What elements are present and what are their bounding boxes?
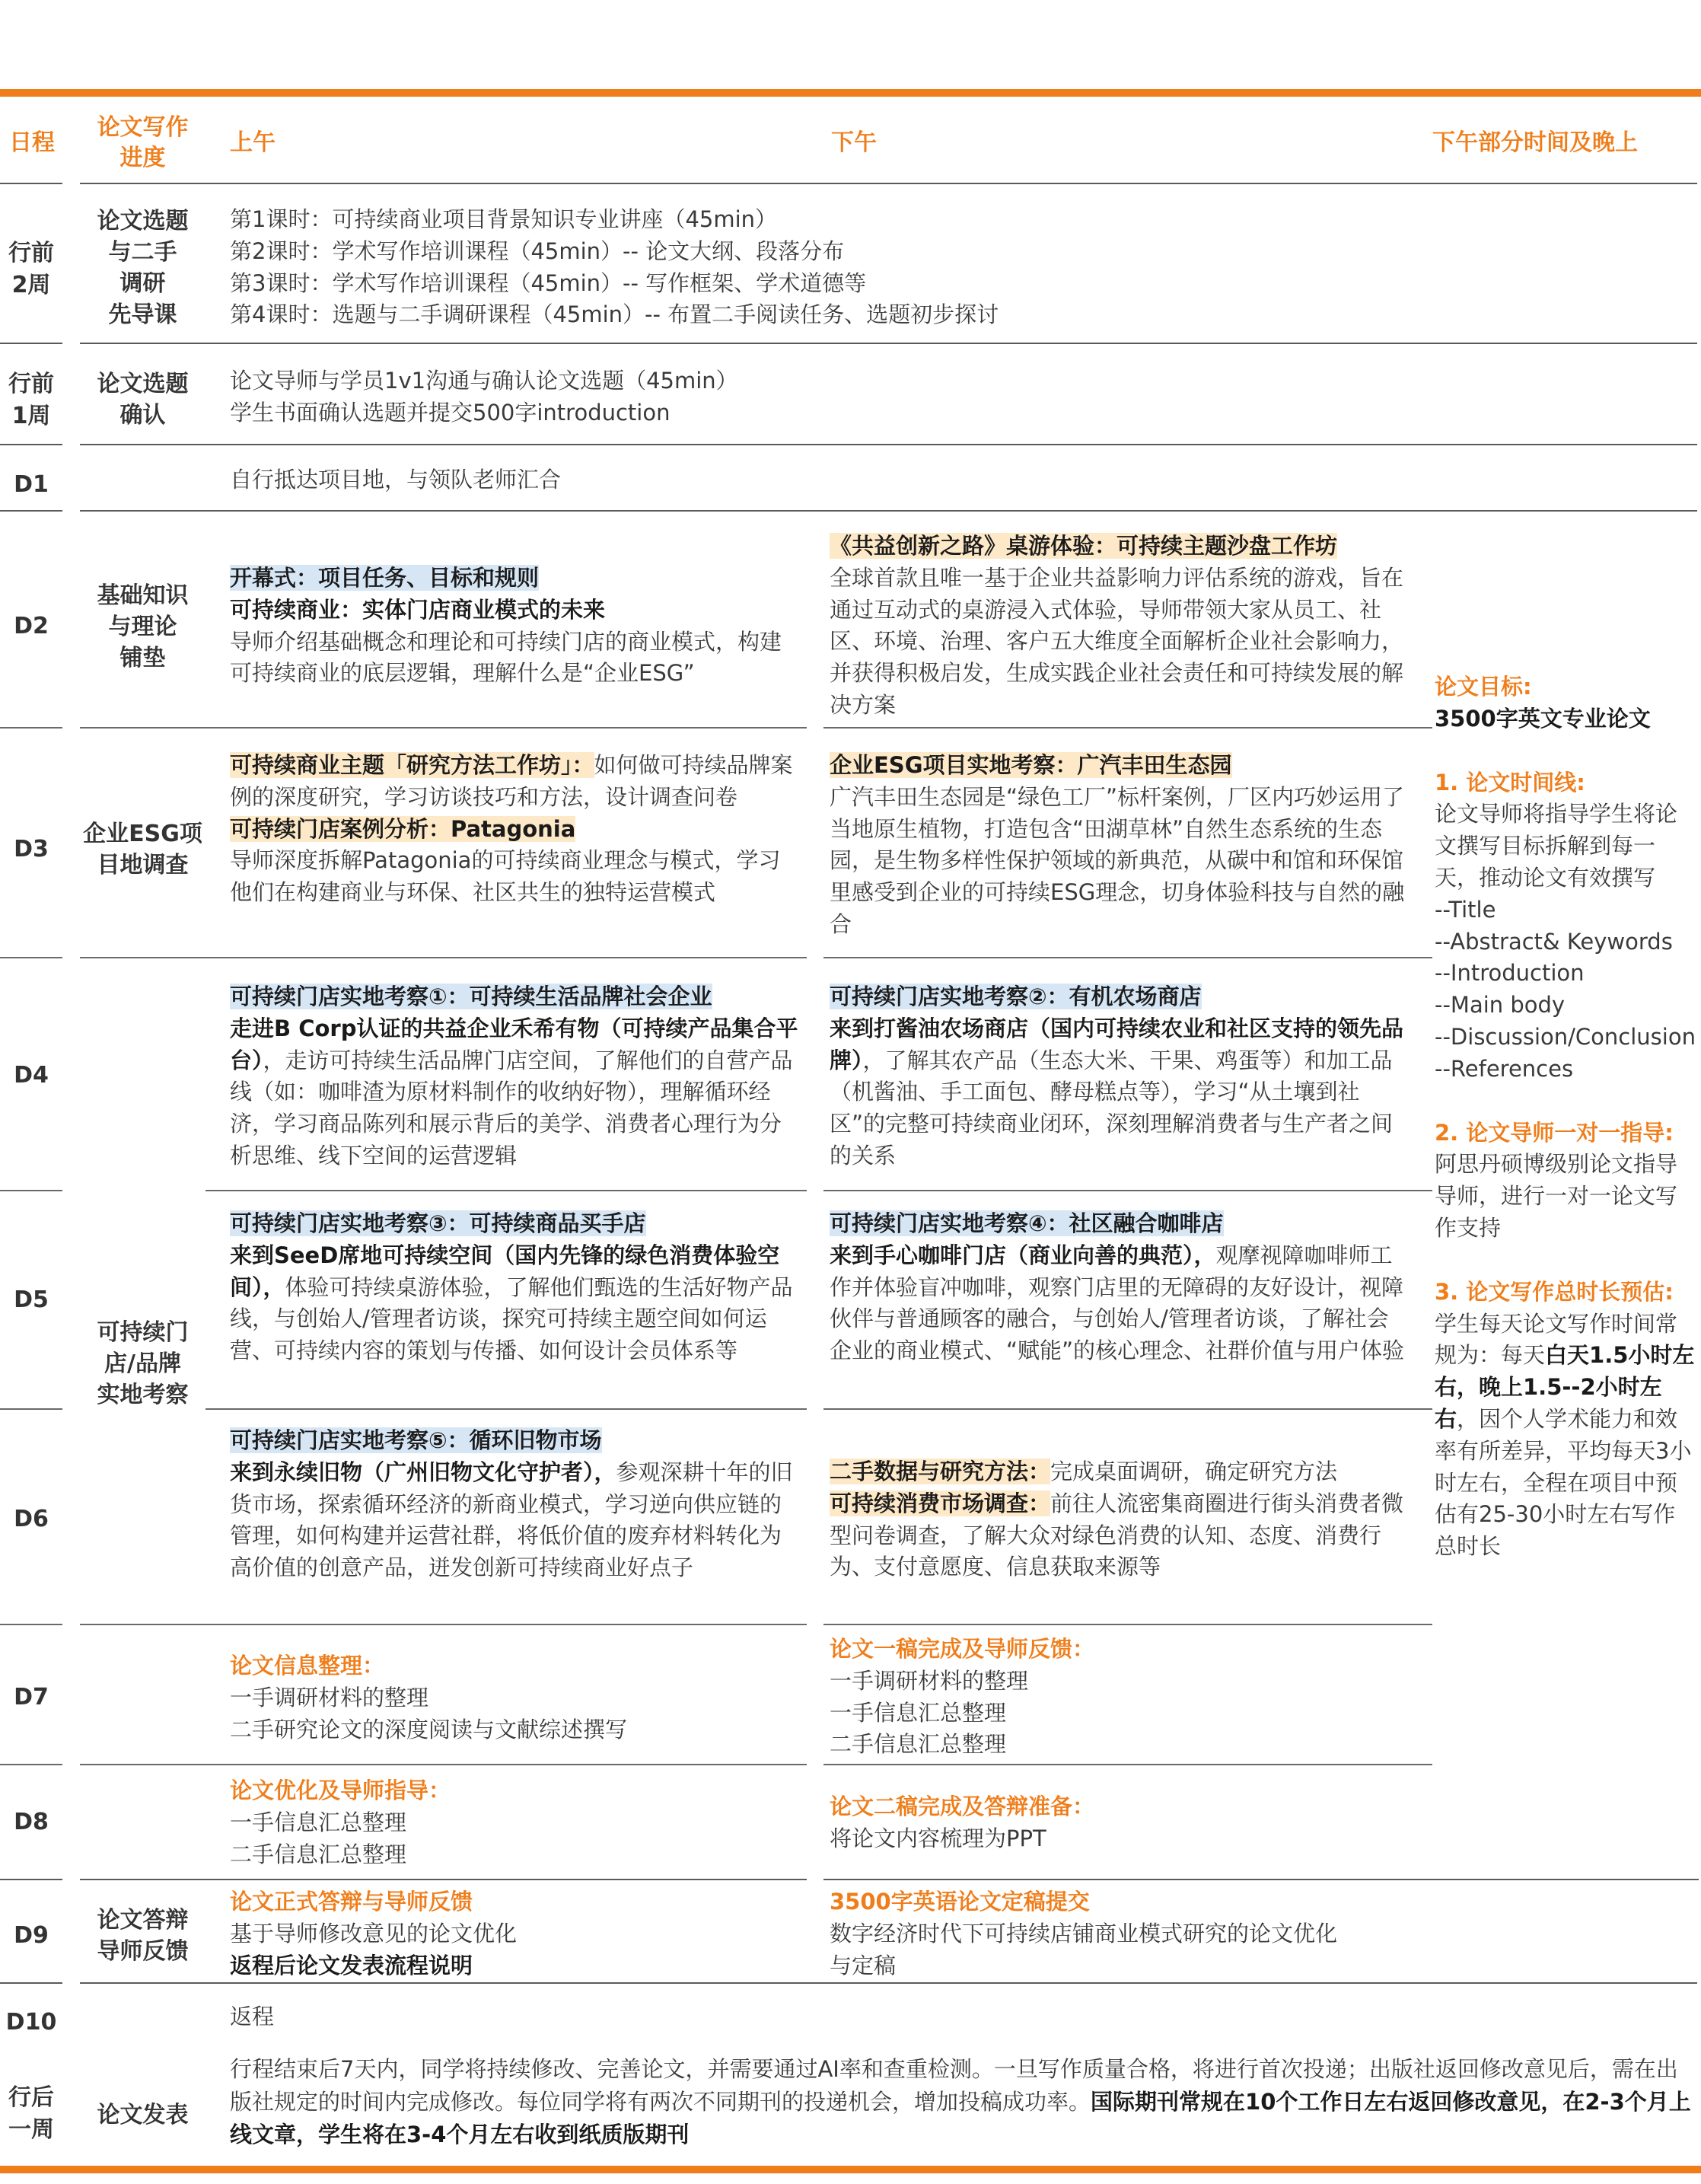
day-pre-1-week: 行前 1周 [8, 371, 54, 429]
post-content: 行程结束后7天内，同学将持续修改、完善论文，并需要通过AI率和查重检测。一旦写作质量合格，将进行首次投递；出版社返回修改意见后，需在出版社规定的时间内完成修改。每位同学将有两次不同期刊的投递机会，增加投稿成功率。国际期刊常规在10个工作日左右返回修改意见，在2-3个月上线文章，学生将在3-4个月左右收到纸质版期刊 [230, 2056, 1691, 2147]
day-post-1-week: 行后 一周 [8, 2084, 54, 2143]
d4-am: 可持续门店实地考察①：可持续生活品牌社会企业 走进B Corp认证的共益企业禾希有物（可持续产品集合平台），走访可持续生活品牌门店空间，了解他们的自营产品线（如：咖啡渣为原材料制作的收纳好物），理解循环经济，学习商品陈列和展示背后的美学、消费者心理行为分析思维、线下空间的运营逻辑 [230, 984, 798, 1169]
progress-foundations: 基础知识 与理论 铺垫 [97, 582, 189, 671]
rule [80, 1624, 807, 1625]
rule [0, 1624, 62, 1625]
rule [823, 1879, 1432, 1880]
top-accent-bar [0, 89, 1701, 97]
rule [80, 444, 1697, 445]
header-evening: 下午部分时间及晚上 [1432, 129, 1638, 156]
rule [0, 1408, 62, 1410]
day-d8: D8 [14, 1809, 49, 1835]
rule [80, 1764, 807, 1765]
day-d10: D10 [5, 2009, 57, 2036]
d3-pm-title: 企业ESG项目实地考察：广汽丰田生态园 [830, 752, 1232, 778]
timeline-item: --Discussion/Conclusion [1435, 1023, 1696, 1050]
rule [80, 957, 807, 958]
progress-publication: 论文发表 [97, 2102, 189, 2128]
day-d2: D2 [14, 613, 49, 639]
timeline-item: --References [1435, 1055, 1574, 1082]
rule [1432, 1879, 1699, 1880]
rule [80, 183, 1697, 184]
day-pre-2-weeks: 行前 2周 [8, 240, 54, 298]
rule [0, 957, 62, 958]
bottom-accent-bar [0, 2166, 1701, 2173]
timeline-title: 1. 论文时间线: [1435, 769, 1585, 795]
d5-pm: 可持续门店实地考察④：社区融合咖啡店 来到手心咖啡门店（商业向善的典范），观摩视障咖啡师工作并体验盲冲咖啡，观察门店里的无障碍的友好设计，视障伙伴与普通顾客的融合，与创始人/管理者访谈，了解社会企业的商业模式、“赋能”的核心理念、社群价值与用户体验 [830, 1210, 1405, 1364]
pre2-lessons [230, 204, 1676, 331]
header-progress: 论文写作 进度 [97, 114, 189, 171]
header-pm: 下午 [831, 129, 877, 156]
d9-pm: 3500字英语论文定稿提交 数字经济时代下可持续店铺商业模式研究的论文优化 与定稿 [830, 1889, 1338, 1978]
evening-sidebar: 论文目标: 3500字英文专业论文 1. 论文时间线: 论文导师将指导学生将论文撰写目标拆解到每一天，推动论文有效撰写 --Title --Abstract& Keywords --Introduction --Main body --Discussion/Conclusion --References 2. 论文导师一对一指导: 阿思丹硕博级别论文指导导师，进行一对一论文写作支持 3. 论文写作总时长预估: 学生每天论文写作时间常规为：每天白天1.5小时左右，晚上1.5--2小时左右，因个人学术能力和效率有所差异，平均每天3小时左右，全程在项目中预估有25-30小时左右写作总时长 [1435, 671, 1697, 1563]
progress-defense: 论文答辩 导师反馈 [97, 1907, 189, 1965]
rule [0, 1190, 62, 1191]
d8-pm: 论文二稿完成及答辩准备： 将论文内容梳理为PPT [830, 1793, 1095, 1851]
rule [0, 183, 62, 184]
day-d4: D4 [14, 1062, 49, 1089]
d3-am-title-2: 可持续门店案例分析：Patagonia [230, 815, 576, 842]
d7-pm: 论文一稿完成及导师反馈： 一手调研材料的整理 一手信息汇总整理 二手信息汇总整理 [830, 1636, 1095, 1758]
rule [0, 727, 62, 729]
rule [0, 1982, 62, 1984]
day-d3: D3 [14, 836, 49, 862]
d9-am-title: 论文正式答辩与导师反馈 [230, 1889, 473, 1915]
day-d9: D9 [14, 1922, 49, 1949]
goal-value: 3500字英文专业论文 [1435, 705, 1651, 732]
d7-pm-title: 论文一稿完成及导师反馈： [830, 1636, 1095, 1662]
d4-pm: 可持续门店实地考察②：有机农场商店 来到打酱油农场商店（国内可持续农业和社区支持的领先品牌），了解其农产品（生态大米、干果、鸡蛋等）和加工品（机酱油、手工面包、酵母糕点等），学习“从土壤到社区”的完整可持续商业闭环，深刻理解消费者与生产者之间的关系 [830, 984, 1404, 1169]
progress-topic-confirm: 论文选题 确认 [97, 371, 189, 429]
d4-pm-title: 可持续门店实地考察②：有机农场商店 [830, 984, 1202, 1009]
d2-pm-title: 《共益创新之路》桌游体验：可持续主题沙盘工作坊 [830, 533, 1338, 559]
d3-am-title-1: 可持续商业主题「研究方法工作坊」： [230, 752, 594, 778]
rule [823, 1190, 1432, 1191]
rule [80, 727, 807, 729]
timeline-item: --Main body [1435, 992, 1566, 1019]
d2-am: 开幕式：项目任务、目标和规则 可持续商业：实体门店商业模式的未来 导师介绍基础概念和理论和可持续门店的商业模式，构建可持续商业的底层逻辑，理解什么是“企业ESG” [230, 565, 782, 687]
timeline-item: --Introduction [1435, 960, 1585, 987]
day-d6: D6 [14, 1506, 49, 1532]
progress-topic-selection: 论文选题 与二手 调研 先导课 [97, 208, 189, 328]
rule [823, 1408, 1432, 1410]
d6-pm: 二手数据与研究方法：完成桌面调研，确定研究方法 可持续消费市场调查：前往人流密集商圈进行街头消费者微型问卷调查，了解大众对绿色消费的认知、态度、消费行为、支付意愿度、信息获取来源等 [830, 1459, 1404, 1580]
rule [205, 1190, 807, 1191]
rule [80, 510, 1697, 512]
d5-am: 可持续门店实地考察③：可持续商品买手店 来到SeeD席地可持续空间（国内先锋的绿色消费体验空间），体验可持续桌游体验，了解他们甄选的生活好物产品线，与创始人/管理者访谈，探究可持续主题空间如何运营、可持续内容的策划与传播、如何设计会员体系等 [230, 1210, 793, 1364]
rule [80, 1982, 1697, 1984]
lesson-line: 第3课时：学术写作培训课程（45min）-- 写作框架、学术道德等 [230, 269, 867, 296]
timeline-item: --Title [1435, 896, 1496, 923]
d6-pm-title-1: 二手数据与研究方法： [830, 1459, 1051, 1484]
rule [0, 1764, 62, 1765]
d6-pm-title-2: 可持续消费市场调查： [830, 1490, 1051, 1516]
d8-am-title: 论文优化及导师指导： [230, 1777, 451, 1803]
d9-pm-title: 3500字英语论文定稿提交 [830, 1889, 1090, 1915]
day-d5: D5 [14, 1286, 49, 1313]
header-am: 上午 [230, 129, 276, 156]
d3-am: 可持续商业主题「研究方法工作坊」：如何做可持续品牌案例的深度研究，学习访谈技巧和方法，设计调查问卷 可持续门店案例分析：Patagonia 导师深度拆解Patagonia的可持续商业理念与模式，学习他们在构建商业与环保、社区共生的独特运营模式 [230, 752, 793, 906]
header-day: 日程 [9, 129, 55, 156]
d5-pm-title: 可持续门店实地考察④：社区融合咖啡店 [830, 1210, 1224, 1236]
duration-title: 3. 论文写作总时长预估: [1435, 1278, 1674, 1305]
progress-esg-survey: 企业ESG项 目地调查 [83, 821, 202, 878]
rule [80, 343, 1697, 344]
timeline-item: --Abstract& Keywords [1435, 928, 1673, 955]
rule [823, 727, 1432, 729]
d2-pm: 《共益创新之路》桌游体验：可持续主题沙盘工作坊 全球首款且唯一基于企业共益影响力评估系统的游戏，旨在通过互动式的桌游浸入式体验，导师带领大家从员工、社区、环境、治理、客户五大维度全面解析企业社会影响力，并获得积极启发，生成实践企业社会责任和可持续发展的解决方案 [830, 533, 1404, 718]
lesson-line: 第2课时：学术写作培训课程（45min）-- 论文大纲、段落分布 [230, 238, 845, 264]
rule [0, 510, 62, 512]
rule [205, 1408, 807, 1410]
d7-am: 论文信息整理： 一手调研材料的整理 二手研究论文的深度阅读与文献综述撰写 [230, 1653, 628, 1742]
d8-am: 论文优化及导师指导： 一手信息汇总整理 二手信息汇总整理 [230, 1777, 451, 1867]
rule [0, 444, 62, 445]
rule [0, 1879, 62, 1880]
d5-am-title: 可持续门店实地考察③：可持续商品买手店 [230, 1210, 646, 1236]
mentor-title: 2. 论文导师一对一指导: [1435, 1119, 1674, 1146]
rule [0, 343, 62, 344]
d1-content: 自行抵达项目地，与领队老师汇合 [230, 467, 562, 493]
goal-title: 论文目标: [1435, 674, 1532, 700]
lesson-line: 第4课时：选题与二手调研课程（45min）-- 布置二手阅读任务、选题初步探讨 [230, 301, 999, 328]
pre1-content: 论文导师与学员1v1沟通与确认论文选题（45min） 学生书面确认选题并提交500字introduction [230, 368, 738, 426]
d6-am: 可持续门店实地考察⑤：循环旧物市场 来到永续旧物（广州旧物文化守护者），参观深耕十年的旧货市场，探索循环经济的新商业模式，学习逆向供应链的管理，如何构建并运营社群，将低价值的废弃材料转化为高价值的创意产品，迸发创新可持续商业好点子 [230, 1427, 793, 1581]
day-d1: D1 [14, 471, 49, 498]
d10-content: 返程 [230, 2004, 275, 2029]
d2-am-title-1: 开幕式：项目任务、目标和规则 [230, 565, 540, 591]
d2-am-title-2: 可持续商业：实体门店商业模式的未来 [230, 596, 606, 623]
rule [80, 1879, 807, 1880]
d9-am: 论文正式答辩与导师反馈 基于导师修改意见的论文优化 返程后论文发表流程说明 [230, 1889, 518, 1978]
rule [823, 1624, 1432, 1625]
d3-pm: 企业ESG项目实地考察：广汽丰田生态园 广汽丰田生态园是“绿色工厂”标杆案例，厂区内巧妙运用了当地原生植物，打造包含“田湖草林”自然生态系统的生态园，是生物多样性保护领域的新典范，从碳中和馆和环保馆里感受到企业的可持续ESG理念，切身体验科技与自然的融合 [830, 752, 1405, 937]
d4-am-title: 可持续门店实地考察①：可持续生活品牌社会企业 [230, 984, 712, 1009]
day-d7: D7 [14, 1684, 49, 1711]
progress-store-survey: 可持续门 店/品牌 实地考察 [97, 1319, 189, 1408]
d8-pm-title: 论文二稿完成及答辩准备： [830, 1793, 1095, 1819]
rule [823, 1764, 1432, 1765]
d6-am-title: 可持续门店实地考察⑤：循环旧物市场 [230, 1427, 602, 1453]
lesson-line: 第1课时：可持续商业项目背景知识专业讲座（45min） [230, 206, 778, 232]
d7-am-title: 论文信息整理： [230, 1653, 385, 1679]
rule [823, 957, 1432, 958]
